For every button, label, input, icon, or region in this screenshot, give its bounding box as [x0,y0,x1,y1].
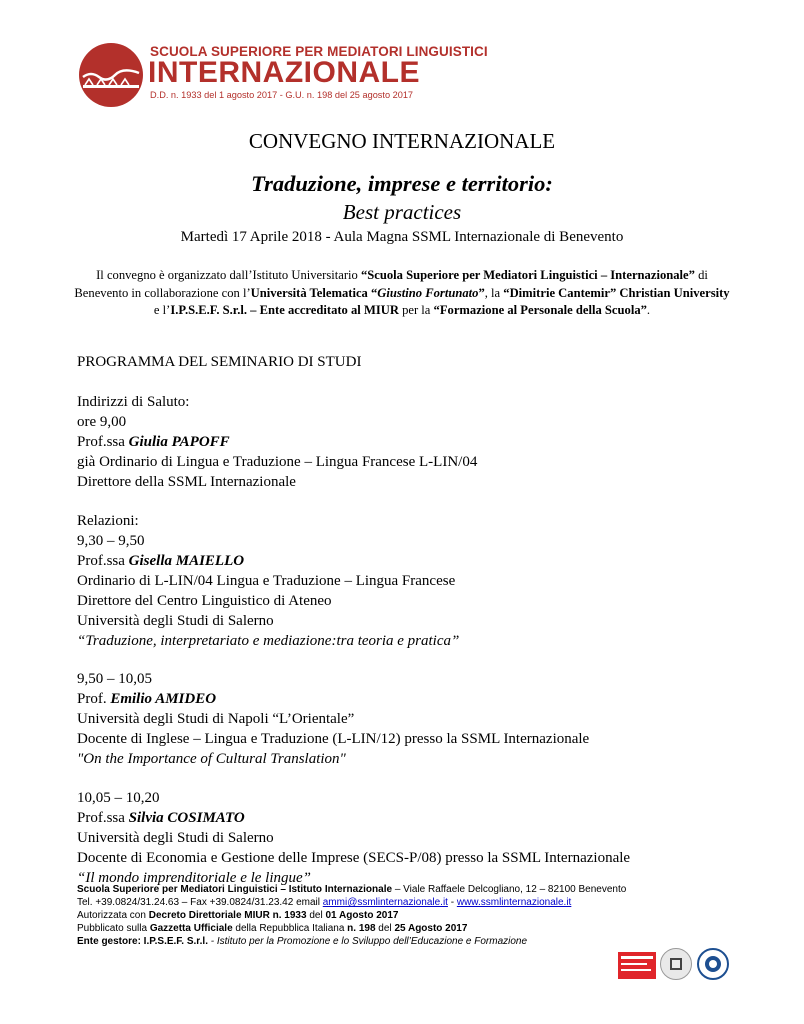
talk-title: “Il mondo imprenditoriale e le lingue” [77,870,312,886]
footer-text: Autorizzata con [77,910,149,921]
saluto-role: già Ordinario di Lingua e Traduzione – Lingua Francese L-LIN/04 [77,454,478,470]
footer-gazzetta-date: 25 Agosto 2017 [394,923,468,934]
intro-text: . [646,303,651,317]
talk-affiliation: Università degli Studi di Salerno [77,830,274,846]
saluto-role: Direttore della SSML Internazionale [77,474,296,490]
footer-decree [77,909,398,922]
accreditation-seal-badge [697,948,729,980]
footer-decree-number: Decreto Direttoriale MIUR n. 1933 [148,910,307,921]
intro-text: e l’ [153,303,171,317]
speaker-title: Prof.ssa [77,810,129,826]
speaker-name: Giulia PAPOFF [128,434,230,450]
footer-address-text: – Viale Raffaele Delcogliano, 12 – 82100 Benevento [392,884,627,895]
footer-contacts [77,896,571,909]
intro-ipsef: I.P.S.E.F. S.r.l. – Ente accreditato al MIUR [170,303,399,317]
talk-speaker [77,689,216,709]
footer-institute: Scuola Superiore per Mediatori Linguistici – Istituto Internazionale [77,884,393,895]
speaker-name: Gisella MAIELLO [128,553,245,569]
saluto-speaker [77,432,230,452]
event-subtitle: Traduzione, imprese e territorio: [251,171,553,196]
talk-affiliation: Docente di Inglese – Lingua e Traduzione (L-LIN/12) presso la SSML Internazionale [77,731,590,747]
footer-ente [77,935,527,948]
logo-school-name: SCUOLA SUPERIORE PER MEDIATORI LINGUISTICI [150,44,488,59]
talk-time: 9,50 – 10,05 [77,671,152,687]
footer-text: del [375,923,395,934]
program-heading: PROGRAMMA DEL SEMINARIO DI STUDI [77,354,362,370]
talk-speaker [77,551,244,571]
intro-text: Il convegno è organizzato dall’Istituto Universitario [96,268,361,282]
footer-decree-date: 01 Agosto 2017 [325,910,399,921]
speaker-name: Silvia COSIMATO [128,810,245,826]
intro-quote: ” [478,285,485,300]
footer-gazzetta [77,922,467,935]
intro-paragraph [72,267,732,320]
talk-affiliation: Università degli Studi di Napoli “L’Orientale” [77,711,355,727]
school-logo-emblem [79,43,143,107]
footer-address [77,883,626,896]
saluto-time: ore 9,00 [77,414,127,430]
speaker-title: Prof.ssa [77,434,129,450]
bureau-veritas-badge [660,948,692,980]
relazioni-heading: Relazioni: [77,513,139,529]
website-link[interactable]: www.ssmlinternazionale.it [456,897,572,908]
intro-formazione: “Formazione al Personale della Scuola” [433,303,647,317]
intro-text: , la [484,285,504,300]
speaker-title: Prof.ssa [77,553,129,569]
speaker-name: Emilio AMIDEO [110,691,217,707]
talk-speaker [77,808,245,828]
intro-university-name: Giustino Fortunato [377,285,479,300]
logo-decree: D.D. n. 1933 del 1 agosto 2017 - G.U. n. 198 del 25 agosto 2017 [150,90,414,100]
intro-institute: “Scuola Superiore per Mediatori Linguistici – Internazionale” [360,268,695,282]
talk-affiliation: Università degli Studi di Salerno [77,613,274,629]
intro-text: per la [398,303,434,317]
saluto-heading: Indirizzi di Saluto: [77,394,190,410]
talk-title: "On the Importance of Cultural Translation" [77,751,346,767]
footer-phone: Tel. +39.0824/31.24.63 – Fax +39.0824/31.23.42 email [77,897,323,908]
footer-ente-description: - Istituto per la Promozione e lo Sviluppo dell’Educazione e Formazione [207,936,528,947]
intro-cantemir: “Dimitrie Cantemir” Christian University [503,285,730,300]
footer-text: Pubblicato sulla [77,923,150,934]
intro-university: Università Telematica “ [250,285,378,300]
footer-text: della Repubblica Italiana [232,923,348,934]
event-title: CONVEGNO INTERNAZIONALE [248,129,556,153]
event-subtitle-2: Best practices [342,200,462,224]
talk-affiliation: Docente di Economia e Gestione delle Imprese (SECS-P/08) presso la SSML Internazionale [77,850,631,866]
intro-text: di Benevento in collaborazione con l’ [74,268,708,300]
footer-ente-name: Ente gestore: I.P.S.E.F. S.r.l. [77,936,208,947]
footer-gazzetta-name: Gazzetta Ufficiale [149,923,233,934]
talk-affiliation: Direttore del Centro Linguistico di Ateneo [77,593,332,609]
logo-internazionale: INTERNAZIONALE [148,56,420,89]
email-link[interactable]: ammi@ssmlinternazionale.it [322,897,448,908]
footer-gazzetta-number: n. 198 [347,923,376,934]
event-date-location: Martedì 17 Aprile 2018 - Aula Magna SSML Internazionale di Benevento [180,229,624,245]
talk-affiliation: Ordinario di L-LIN/04 Lingua e Traduzione – Lingua Francese [77,573,456,589]
iso-certification-badge [618,952,656,979]
talk-time: 9,30 – 9,50 [77,533,145,549]
footer-separator: - [447,897,457,908]
talk-time: 10,05 – 10,20 [77,790,160,806]
talk-title: “Traduzione, interpretariato e mediazione:tra teoria e pratica” [77,633,460,649]
footer-text: del [306,910,326,921]
speaker-title: Prof. [77,691,111,707]
